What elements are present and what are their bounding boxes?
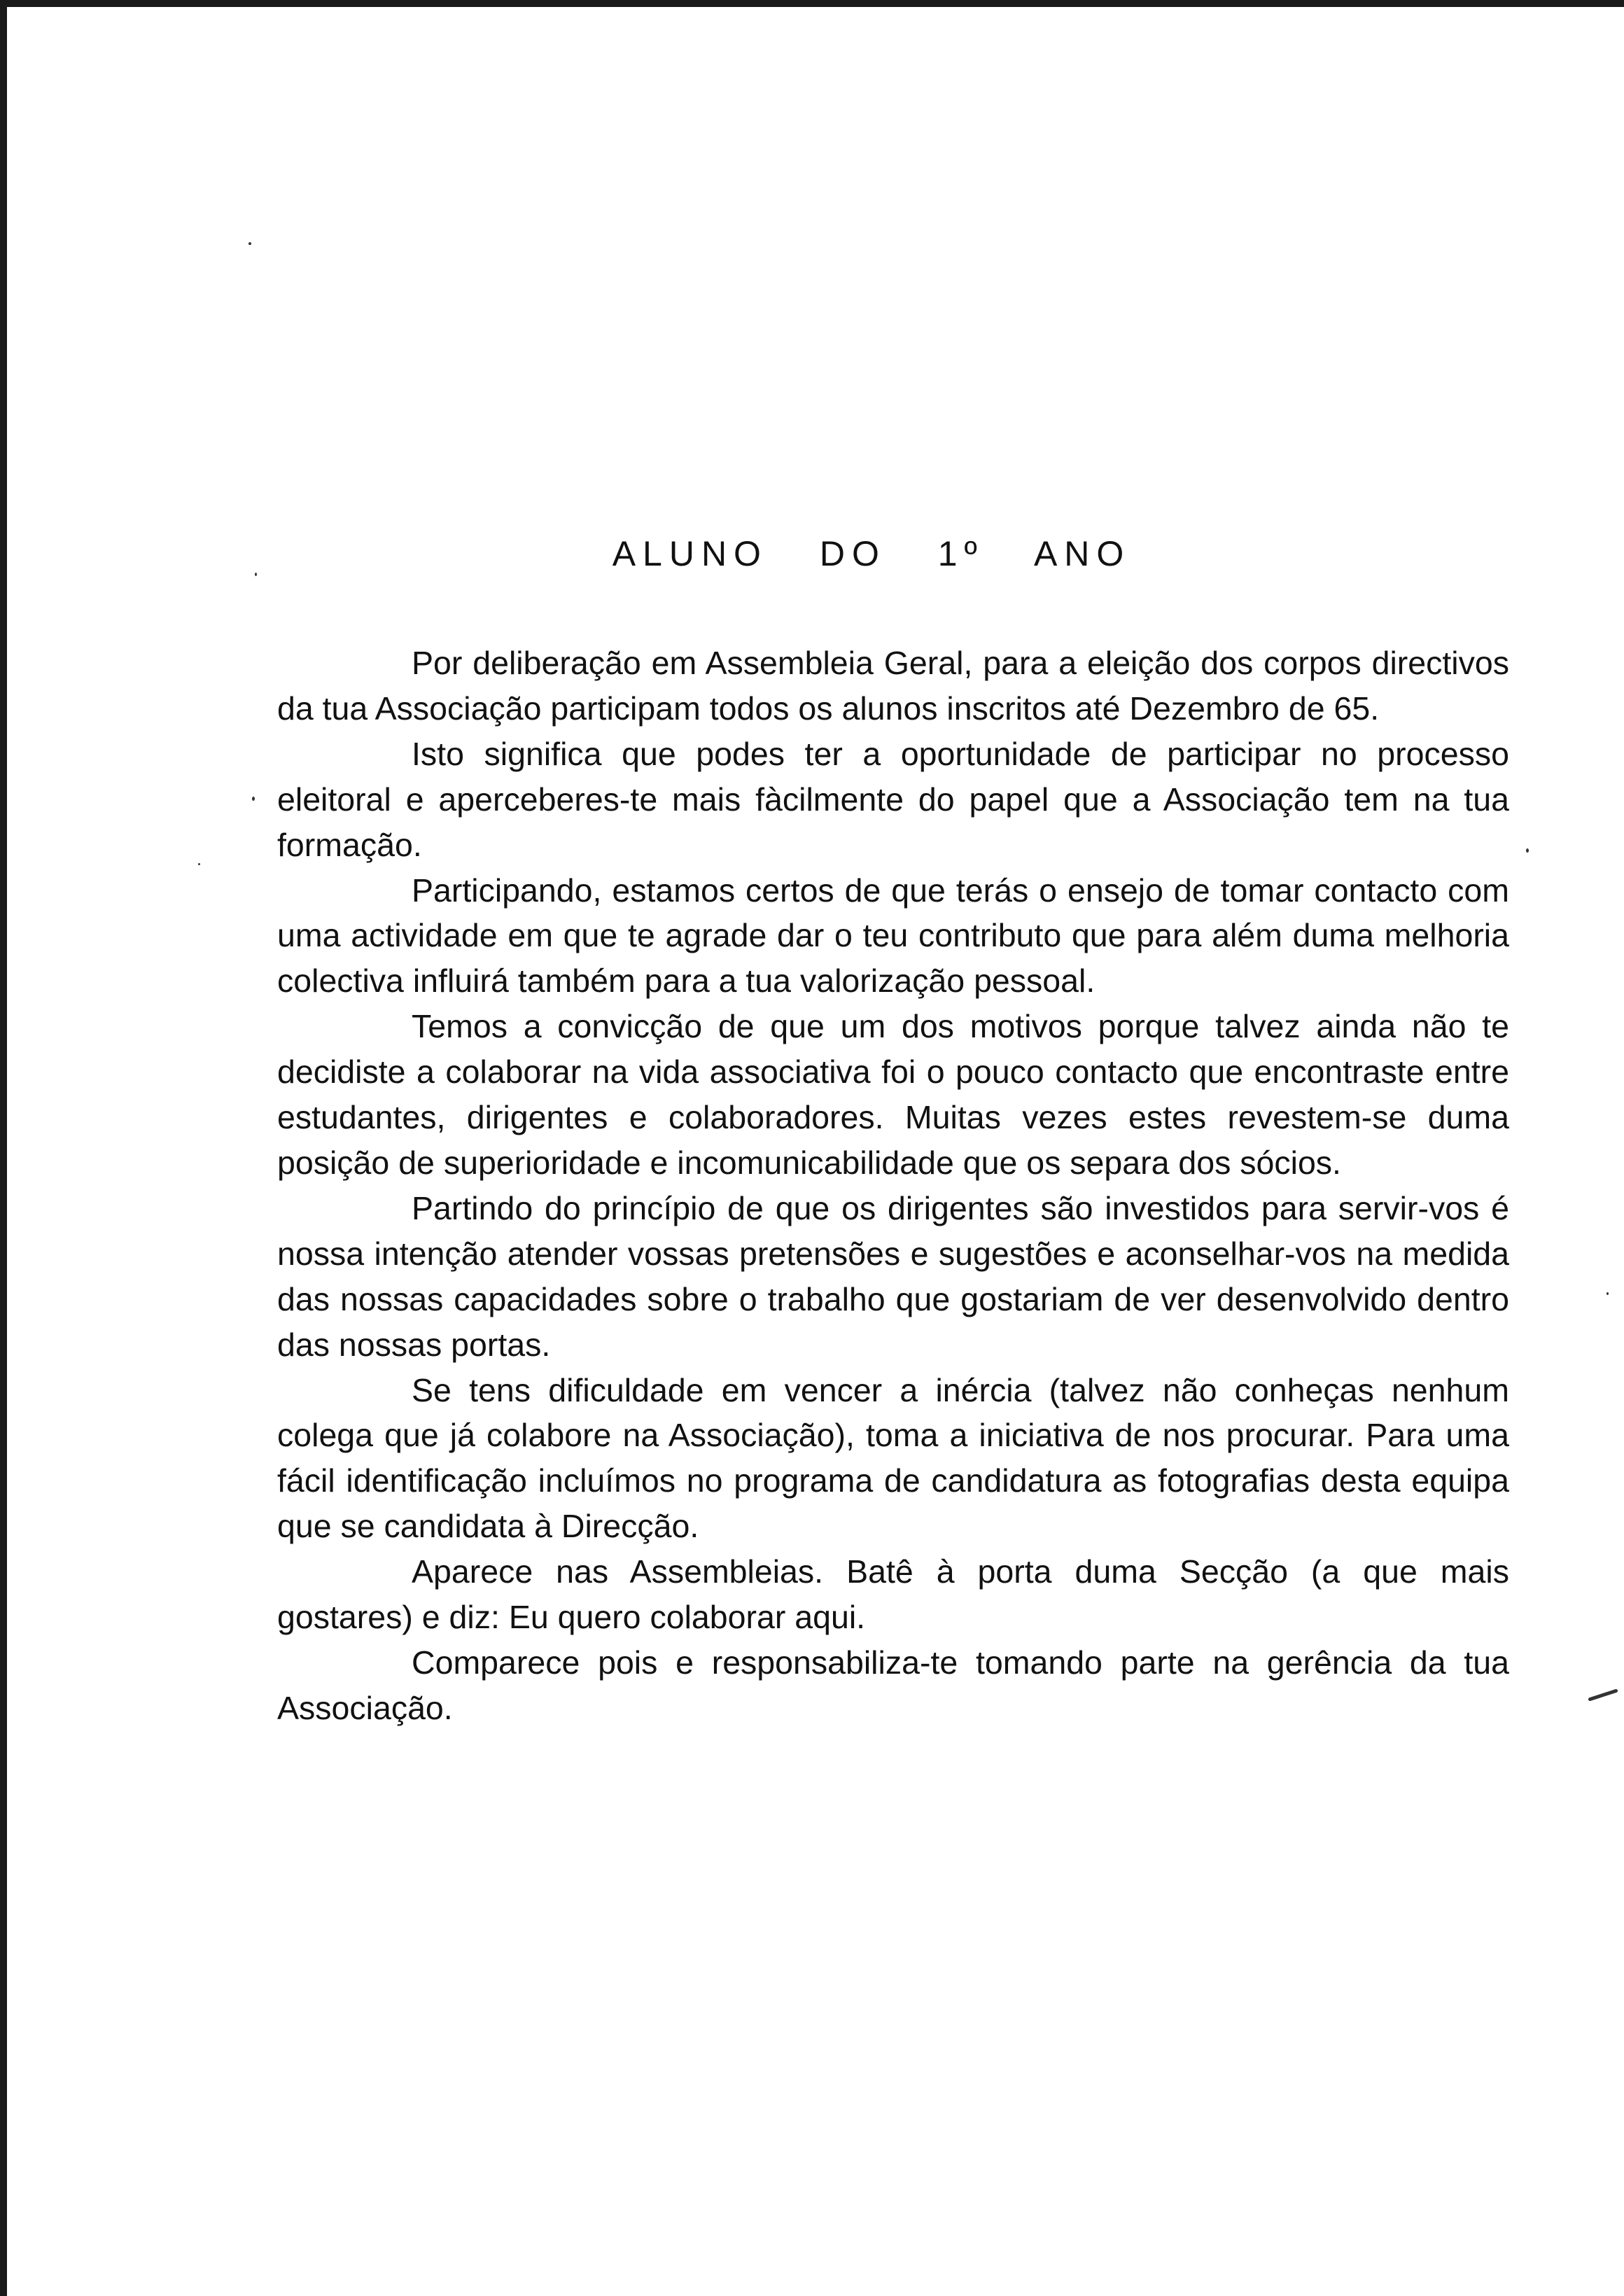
document-body	[277, 640, 1509, 1731]
scan-border-left	[0, 0, 7, 2296]
paragraph: Isto significa que podes ter a oportunidade de participar no processo eleitoral e aperceberes-te mais fàcilmente do papel que a Associação tem na tua formação.	[277, 735, 1509, 863]
scan-speck	[1526, 848, 1529, 853]
scan-speck	[198, 863, 200, 865]
paragraph: Por deliberação em Assembleia Geral, para a eleição dos corpos directivos da tua Associação participam todos os alunos inscritos até Dezembro de 65.	[277, 645, 1509, 727]
scan-speck	[248, 242, 251, 245]
paragraph: Se tens dificuldade em vencer a inércia (talvez não conheças nenhum colega que já colabore na Associação), toma a iniciativa de nos procurar. Para uma fácil identificação incluímos no programa de candidatura as fotografias desta equipa que se candidata à Direcção.	[277, 1371, 1509, 1545]
page-title: ALUNO DO 1º ANO	[612, 533, 1131, 573]
paragraph: Aparece nas Assembleias. Batê à porta duma Secção (a que mais gostares) e diz: Eu quero colaborar aqui.	[277, 1553, 1509, 1636]
scan-speck	[1588, 1688, 1618, 1701]
paragraph: Comparece pois e responsabiliza-te tomando parte na gerência da tua Associação.	[277, 1644, 1509, 1726]
paragraph: Participando, estamos certos de que terás o ensejo de tomar contacto com uma actividade em que te agrade dar o teu contributo que para além duma melhoria colectiva influirá também para a tua valorização pessoal.	[277, 872, 1509, 1000]
scan-border-top	[0, 0, 1624, 7]
paragraph: Temos a convicção de que um dos motivos porque talvez ainda não te decidiste a colaborar na vida associativa foi o pouco contacto que encontraste entre estudantes, dirigentes e colaboradores. Muitas vezes estes revestem-se duma posição de superioridade e incomunicabilidade que os separa dos sócios.	[277, 1008, 1509, 1181]
scan-speck	[252, 797, 255, 801]
scan-speck	[1606, 1292, 1609, 1295]
paragraph: Partindo do princípio de que os dirigentes são investidos para servir-vos é nossa intenção atender vossas pretensões e sugestões e aconselhar-vos na medida das nossas capacidades sobre o trabalho que gostariam de ver desenvolvido dentro das nossas portas.	[277, 1189, 1509, 1363]
